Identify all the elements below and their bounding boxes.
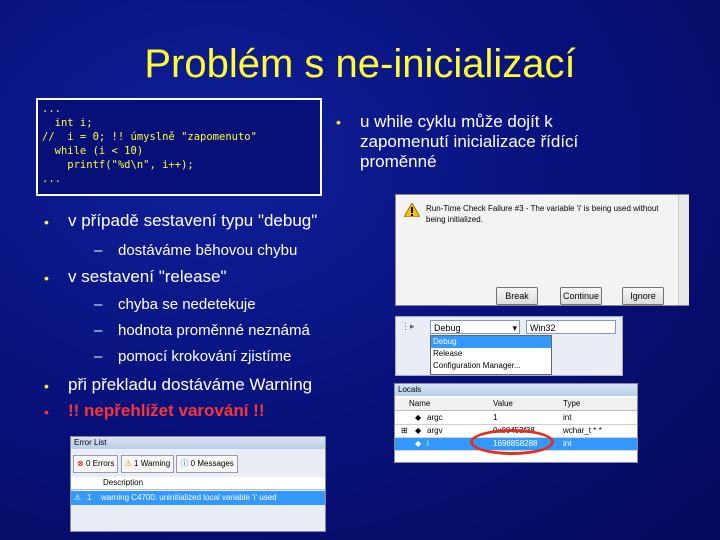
sub-release-2: hodnota proměnné neznámá [118, 322, 310, 339]
code-line: while (i < 10) [42, 145, 144, 157]
locals-header [395, 398, 637, 411]
option-debug[interactable]: Debug [431, 336, 551, 348]
header-type: Type [563, 399, 581, 408]
header-name: Name [409, 399, 431, 408]
warning-icon: ⚠ [124, 459, 132, 468]
code-line: ... [42, 173, 61, 185]
expand-icon[interactable]: ⊞ [401, 426, 408, 435]
runtime-error-dialog [395, 194, 689, 306]
scrollbar[interactable] [678, 195, 689, 305]
locals-row[interactable] [395, 412, 637, 425]
right-bullet-text: u while cyklu může dojít k zapomenutí inicializace řídící proměnné [360, 112, 579, 171]
messages-filter[interactable] [176, 455, 237, 473]
header-value: Value [493, 399, 513, 408]
warnings-count: 1 Warning [134, 459, 171, 468]
option-release[interactable]: Release [433, 349, 463, 358]
bullet-dont-ignore: !! nepřehlížet varování !! [68, 401, 265, 420]
row-number: 1 [87, 493, 92, 502]
locals-title: Locals [395, 384, 637, 396]
configuration-select[interactable] [430, 320, 520, 334]
highlight-ellipse [470, 429, 554, 455]
dialog-message: Run-Time Check Failure #3 - The variable 'i' is being used without being initialized. [426, 204, 659, 224]
bullet-warning: při překladu dostáváme Warning [68, 375, 313, 394]
code-line: ... [42, 103, 61, 115]
var-name: i [427, 439, 429, 448]
error-icon: ⊗ [77, 459, 84, 468]
chevron-down-icon: ▾ [512, 323, 517, 333]
var-type: wchar_t * * [563, 426, 602, 435]
header-description: Description [103, 478, 144, 487]
code-line: int i; [42, 117, 93, 129]
dash: – [94, 296, 103, 313]
error-list-title: Error List [71, 437, 325, 449]
var-type: int [563, 439, 572, 448]
platform-value: Win32 [530, 323, 556, 333]
errors-filter[interactable] [73, 455, 118, 473]
configuration-options [430, 335, 552, 375]
var-type: int [563, 413, 572, 422]
bullet-dot: • [44, 404, 49, 420]
code-line: // i = 0; !! úmyslně "zapomenuto" [42, 131, 257, 143]
messages-count: 0 Messages [190, 459, 234, 468]
dash: – [94, 322, 103, 339]
ignore-button[interactable]: Ignore [622, 287, 664, 305]
sub-release-3: pomocí krokování zjistíme [118, 348, 292, 365]
error-list-header [71, 477, 325, 490]
bullet-dot: • [44, 270, 49, 286]
config-toolbar [395, 316, 623, 376]
var-icon: ◆ [415, 426, 422, 435]
row-description: warning C4700: uninitialized local variable 'i' used [101, 493, 277, 502]
sub-debug: dostáváme běhovou chybu [118, 242, 298, 259]
warnings-filter[interactable] [121, 455, 175, 473]
var-icon: ◆ [415, 439, 422, 448]
error-row[interactable] [71, 491, 325, 505]
bullet-debug: v případě sestavení typu "debug" [68, 211, 318, 230]
code-snippet [36, 98, 322, 196]
var-value: 1 [493, 413, 498, 422]
warning-icon: ⚠ [74, 493, 82, 502]
platform-select[interactable] [526, 320, 616, 334]
var-icon: ◆ [415, 413, 422, 422]
bullet-dot: • [336, 114, 341, 130]
toolbar-grip-icon: ⋮▸ [401, 321, 415, 331]
bullet-release: v sestavení "release" [68, 267, 227, 286]
page-title: Problém s ne-inicializací [144, 42, 576, 86]
dash: – [94, 348, 103, 365]
option-config-manager[interactable]: Configuration Manager... [433, 361, 521, 370]
error-filter-bar [73, 455, 238, 471]
continue-button[interactable]: Continue [560, 287, 602, 305]
errors-count: 0 Errors [85, 459, 115, 468]
error-list-window [70, 436, 326, 532]
break-button[interactable]: Break [496, 287, 538, 305]
var-value: 0x00453f38 [493, 426, 535, 435]
bullet-dot: • [44, 378, 49, 394]
sub-release-1: chyba se nedetekuje [118, 296, 256, 313]
info-icon: ⓘ [180, 459, 189, 468]
code-line: printf("%d\n", i++); [42, 159, 194, 171]
configuration-value: Debug [434, 323, 461, 333]
var-value: 1698858288 [493, 439, 538, 448]
warning-icon [404, 203, 420, 217]
var-name: argc [427, 413, 443, 422]
dash: – [94, 242, 103, 259]
bullet-dot: • [44, 214, 49, 230]
var-name: argv [427, 426, 443, 435]
